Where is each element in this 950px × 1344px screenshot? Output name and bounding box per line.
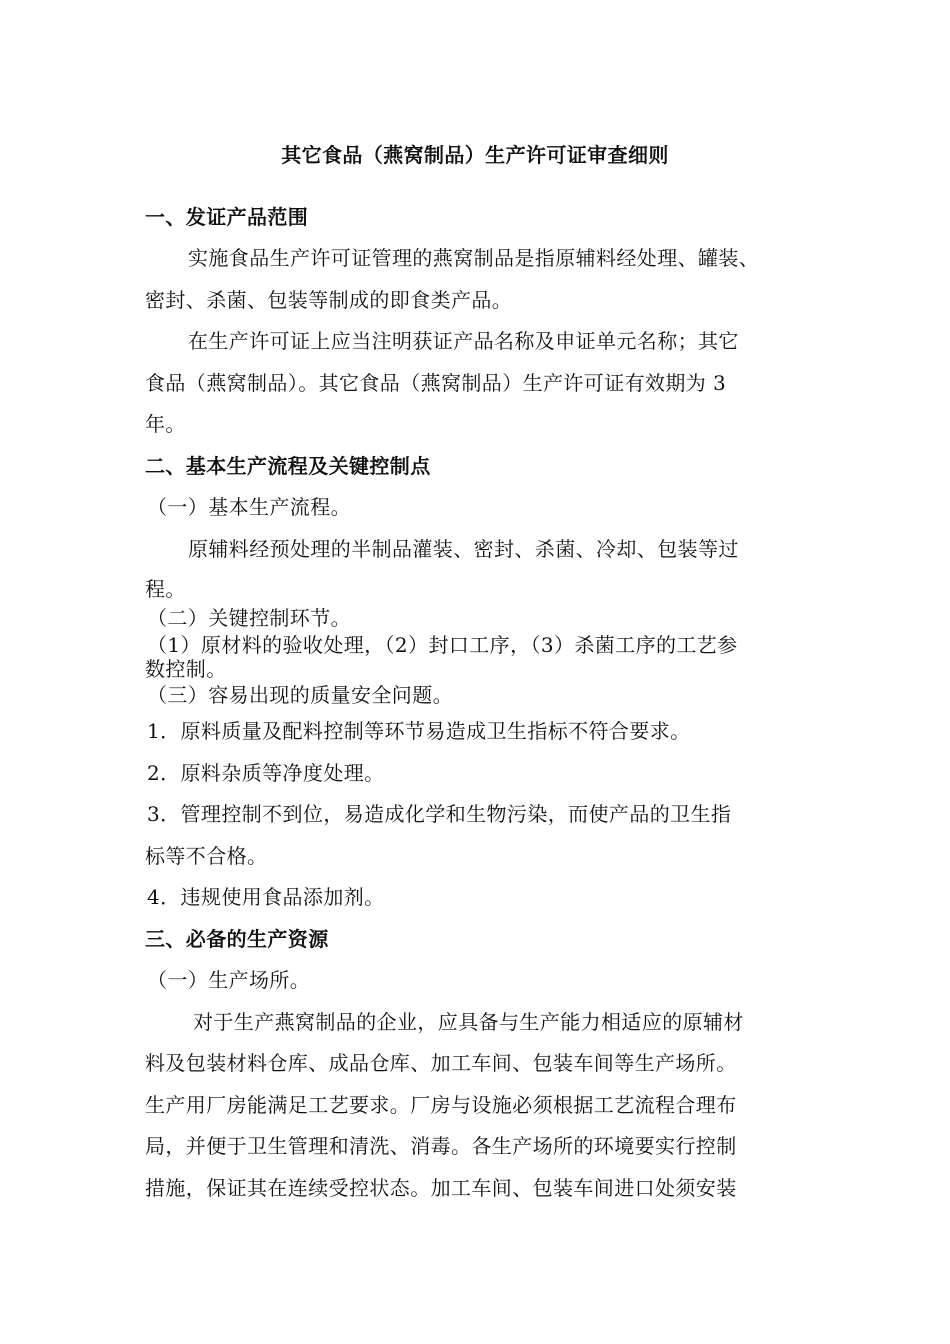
list-item-continuation: 标等不合格。 — [145, 844, 268, 868]
paragraph-line: 原辅料经预处理的半制品灌装、密封、杀菌、冷却、包装等过 — [188, 537, 739, 561]
paragraph-line: 密封、杀菌、包装等制成的即食类产品。 — [145, 288, 513, 312]
paragraph-line: 料及包装材料仓库、成品仓库、加工车间、包装车间等生产场所。 — [145, 1051, 737, 1075]
paragraph-line: 年。 — [145, 412, 186, 436]
subsection-heading: （二）关键控制环节。 — [147, 606, 351, 630]
paragraph-line: 措施，保证其在连续受控状态。加工车间、包装车间进口处须安装 — [145, 1176, 737, 1200]
section-heading-1: 一、发证产品范围 — [145, 205, 309, 229]
paragraph-line: 对于生产燕窝制品的企业，应具备与生产能力相适应的原辅材 — [193, 1010, 744, 1034]
paragraph-line: （1）原材料的验收处理，（2）封口工序，（3）杀菌工序的工艺参 — [147, 633, 738, 657]
subsection-heading: （三）容易出现的质量安全问题。 — [147, 683, 453, 707]
paragraph-line: 在生产许可证上应当注明获证产品名称及申证单元名称；其它 — [188, 329, 739, 353]
list-item: 4．违规使用食品添加剂。 — [147, 885, 385, 909]
paragraph-line: 食品（燕窝制品）。其它食品（燕窝制品）生产许可证有效期为 3 — [145, 371, 727, 395]
list-item: 3．管理控制不到位，易造成化学和生物污染，而使产品的卫生指 — [147, 802, 732, 826]
paragraph-line: 局，并便于卫生管理和清洗、消毒。各生产场所的环境要实行控制 — [145, 1134, 737, 1158]
document-title: 其它食品（燕窝制品）生产许可证审查细则 — [281, 143, 669, 167]
paragraph-line: 数控制。 — [145, 657, 227, 681]
paragraph-line: 生产用厂房能满足工艺要求。厂房与设施必须根据工艺流程合理布 — [145, 1093, 737, 1117]
section-heading-2: 二、基本生产流程及关键控制点 — [145, 454, 431, 478]
section-heading-3: 三、必备的生产资源 — [145, 927, 329, 951]
paragraph-line: 实施食品生产许可证管理的燕窝制品是指原辅料经处理、罐装、 — [188, 246, 760, 270]
subsection-heading: （一）基本生产流程。 — [147, 495, 351, 519]
subsection-heading: （一）生产场所。 — [147, 968, 311, 992]
list-item: 2．原料杂质等净度处理。 — [147, 761, 385, 785]
list-item: 1．原料质量及配料控制等环节易造成卫生指标不符合要求。 — [147, 719, 691, 743]
paragraph-line: 程。 — [145, 577, 186, 601]
